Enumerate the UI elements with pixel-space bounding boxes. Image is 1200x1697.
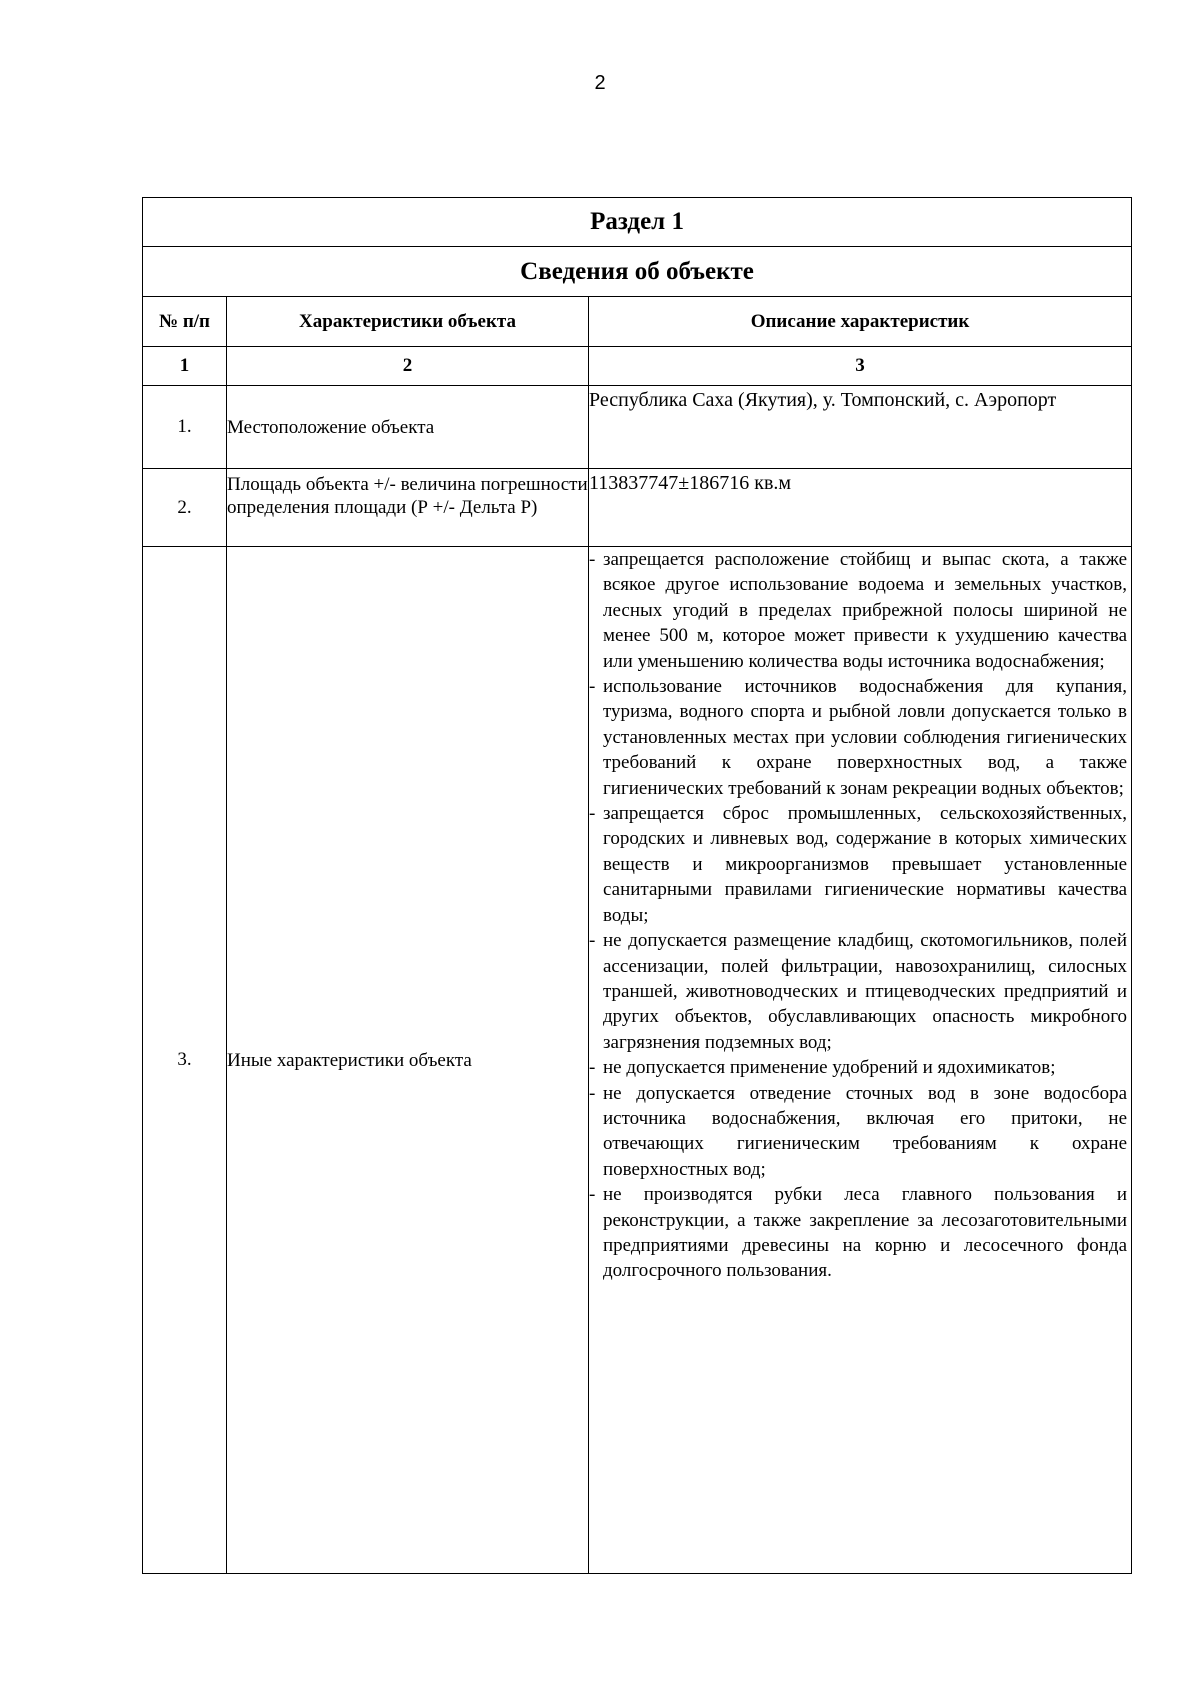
row-label: Площадь объекта +/- величина погрешности определения площади (Р +/- Дельта Р) bbox=[227, 469, 589, 547]
list-item: - не производятся рубки леса главного пользования и реконструкции, а также закрепление за лесозаготовительными предприятиями древесины на корню и лесосечного фонда долгосрочного пользования. bbox=[589, 1182, 1131, 1284]
object-info-table bbox=[142, 197, 1132, 1574]
row-number: 3. bbox=[143, 547, 227, 1574]
row-number: 2. bbox=[143, 469, 227, 547]
subtitle-row bbox=[143, 247, 1132, 297]
list-item: - запрещается сброс промышленных, сельскохозяйственных, городских и ливневых вод, содержание в которых химических веществ и микроорганизмов превышает установленные санитарными правилами гигиенические нормативы качества воды; bbox=[589, 801, 1131, 928]
column-header-row bbox=[143, 297, 1132, 347]
list-item: - не допускается размещение кладбищ, скотомогильников, полей ассенизации, полей фильтрации, навозохранилищ, силосных траншей, животноводческих и птицеводческих предприятий и других объектов, обуславливающих опасность микробного загрязнения подземных вод; bbox=[589, 928, 1131, 1055]
row-number: 1. bbox=[143, 386, 227, 469]
row-label: Иные характеристики объекта bbox=[227, 547, 589, 1574]
table-row bbox=[143, 547, 1132, 1574]
row-description bbox=[589, 547, 1132, 1574]
list-item: - использование источников водоснабжения для купания, туризма, водного спорта и рыбной ловли допускается только в установленных местах при условии соблюдения гигиенических требований к охране поверхностных вод, а также гигиенических требований к зонам рекреации водных объектов; bbox=[589, 674, 1131, 801]
row-description: Республика Саха (Якутия), у. Томпонский, с. Аэропорт bbox=[589, 386, 1132, 469]
list-item: - запрещается расположение стойбищ и выпас скота, а также всякое другое использование водоема и земельных участков, лесных угодий в пределах прибрежной полосы шириной не менее 500 м, которое может привести к ухудшению качества или уменьшению количества воды источника водоснабжения; bbox=[589, 547, 1131, 674]
section-subtitle: Сведения об объекте bbox=[143, 247, 1132, 297]
section-row bbox=[143, 198, 1132, 247]
page-number: 2 bbox=[594, 72, 606, 94]
column-header-number: № п/п bbox=[143, 297, 227, 347]
row-label: Местоположение объекта bbox=[227, 386, 589, 469]
list-item: - не допускается применение удобрений и ядохимикатов; bbox=[589, 1055, 1131, 1080]
section-title: Раздел 1 bbox=[143, 198, 1132, 247]
column-number-row bbox=[143, 347, 1132, 386]
column-number-1: 1 bbox=[143, 347, 227, 386]
column-number-3: 3 bbox=[589, 347, 1132, 386]
table-row bbox=[143, 386, 1132, 469]
column-header-characteristics: Характеристики объекта bbox=[227, 297, 589, 347]
row-description: 113837747±186716 кв.м bbox=[589, 469, 1132, 547]
list-item: - не допускается отведение сточных вод в зоне водосбора источника водоснабжения, включая его притоки, не отвечающих гигиеническим требованиям к охране поверхностных вод; bbox=[589, 1081, 1131, 1183]
column-header-description: Описание характеристик bbox=[589, 297, 1132, 347]
restrictions-list bbox=[589, 547, 1131, 1284]
column-number-2: 2 bbox=[227, 347, 589, 386]
table-row bbox=[143, 469, 1132, 547]
